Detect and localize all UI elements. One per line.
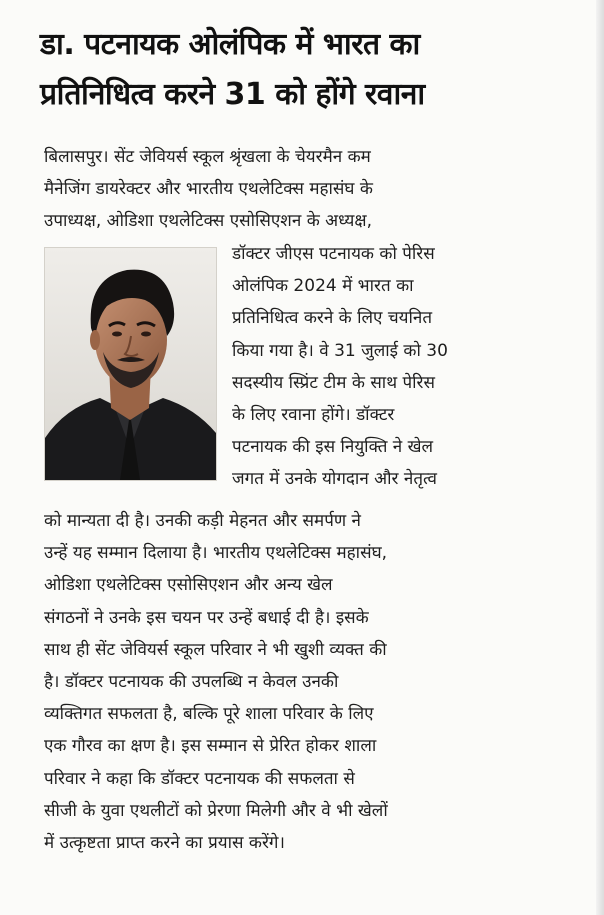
text-line: ओडिशा एथलेटिक्स एसोसिएशन और अन्य खेल [44, 575, 333, 596]
text-line: परिवार ने कहा कि डॉक्टर पटनायक की सफलता से [44, 768, 355, 789]
headline-line: प्रतिनिधित्व करने 31 को होंगे रवाना [40, 77, 425, 112]
text-line: साथ ही सेंट जेवियर्स स्कूल परिवार ने भी खुशी व्यक्त की [44, 639, 387, 660]
text-line: संगठनों ने उनके इस चयन पर उन्हें बधाई दी है। इसके [44, 607, 369, 628]
headline [40, 20, 580, 120]
text-line: जगत में उनके योगदान और नेतृत्व [232, 469, 437, 490]
headline-line: डा. पटनायक ओलंपिक में भारत का [40, 27, 420, 62]
text-line: उन्हें यह सम्मान दिलाया है। भारतीय एथलेटिक्स महासंघ, [44, 543, 388, 564]
text-line: सदस्यीय स्प्रिंट टीम के साथ पेरिस [232, 372, 435, 393]
portrait-photo [44, 247, 217, 481]
text-line: को मान्यता दी है। उनकी कड़ी मेहनत और समर्पण ने [44, 511, 361, 531]
text-line: मैनेजिंग डायरेक्टर और भारतीय एथलेटिक्स महासंघ के [44, 179, 373, 200]
text-line: डॉक्टर जीएस पटनायक को पेरिस [232, 244, 435, 264]
text-line: किया गया है। वे 31 जुलाई को 30 [232, 340, 448, 361]
text-line: ओलंपिक 2024 में भारत का [232, 276, 414, 297]
text-line: एक गौरव का क्षण है। इस सम्मान से प्रेरित होकर शाला [44, 736, 377, 757]
text-line: सीजी के युवा एथलीटों को प्रेरणा मिलेगी और वे भी खेलों [44, 800, 388, 821]
main-paragraph [44, 505, 564, 859]
text-line: बिलासपुर। सेंट जेवियर्स स्कूल श्रृंखला के चेयरमैन कम [44, 147, 371, 167]
portrait-illustration [45, 248, 216, 480]
side-paragraph [232, 238, 562, 496]
text-line: व्यक्तिगत सफलता है, बल्कि पूरे शाला परिवार के लिए [44, 704, 374, 725]
text-line: पटनायक की इस नियुक्ति ने खेल [232, 437, 434, 458]
text-line: में उत्कृष्टता प्राप्त करने का प्रयास करेंगे। [44, 832, 285, 853]
page-edge-shadow [596, 0, 604, 915]
intro-paragraph [44, 141, 564, 238]
text-line: उपाध्यक्ष, ओडिशा एथलेटिक्स एसोसिएशन के अध्यक्ष, [44, 211, 372, 232]
text-line: है। डॉक्टर पटनायक की उपलब्धि न केवल उनकी [44, 671, 339, 692]
text-line: के लिए रवाना होंगे। डॉक्टर [232, 404, 395, 425]
text-line: प्रतिनिधित्व करने के लिए चयनित [232, 308, 433, 329]
